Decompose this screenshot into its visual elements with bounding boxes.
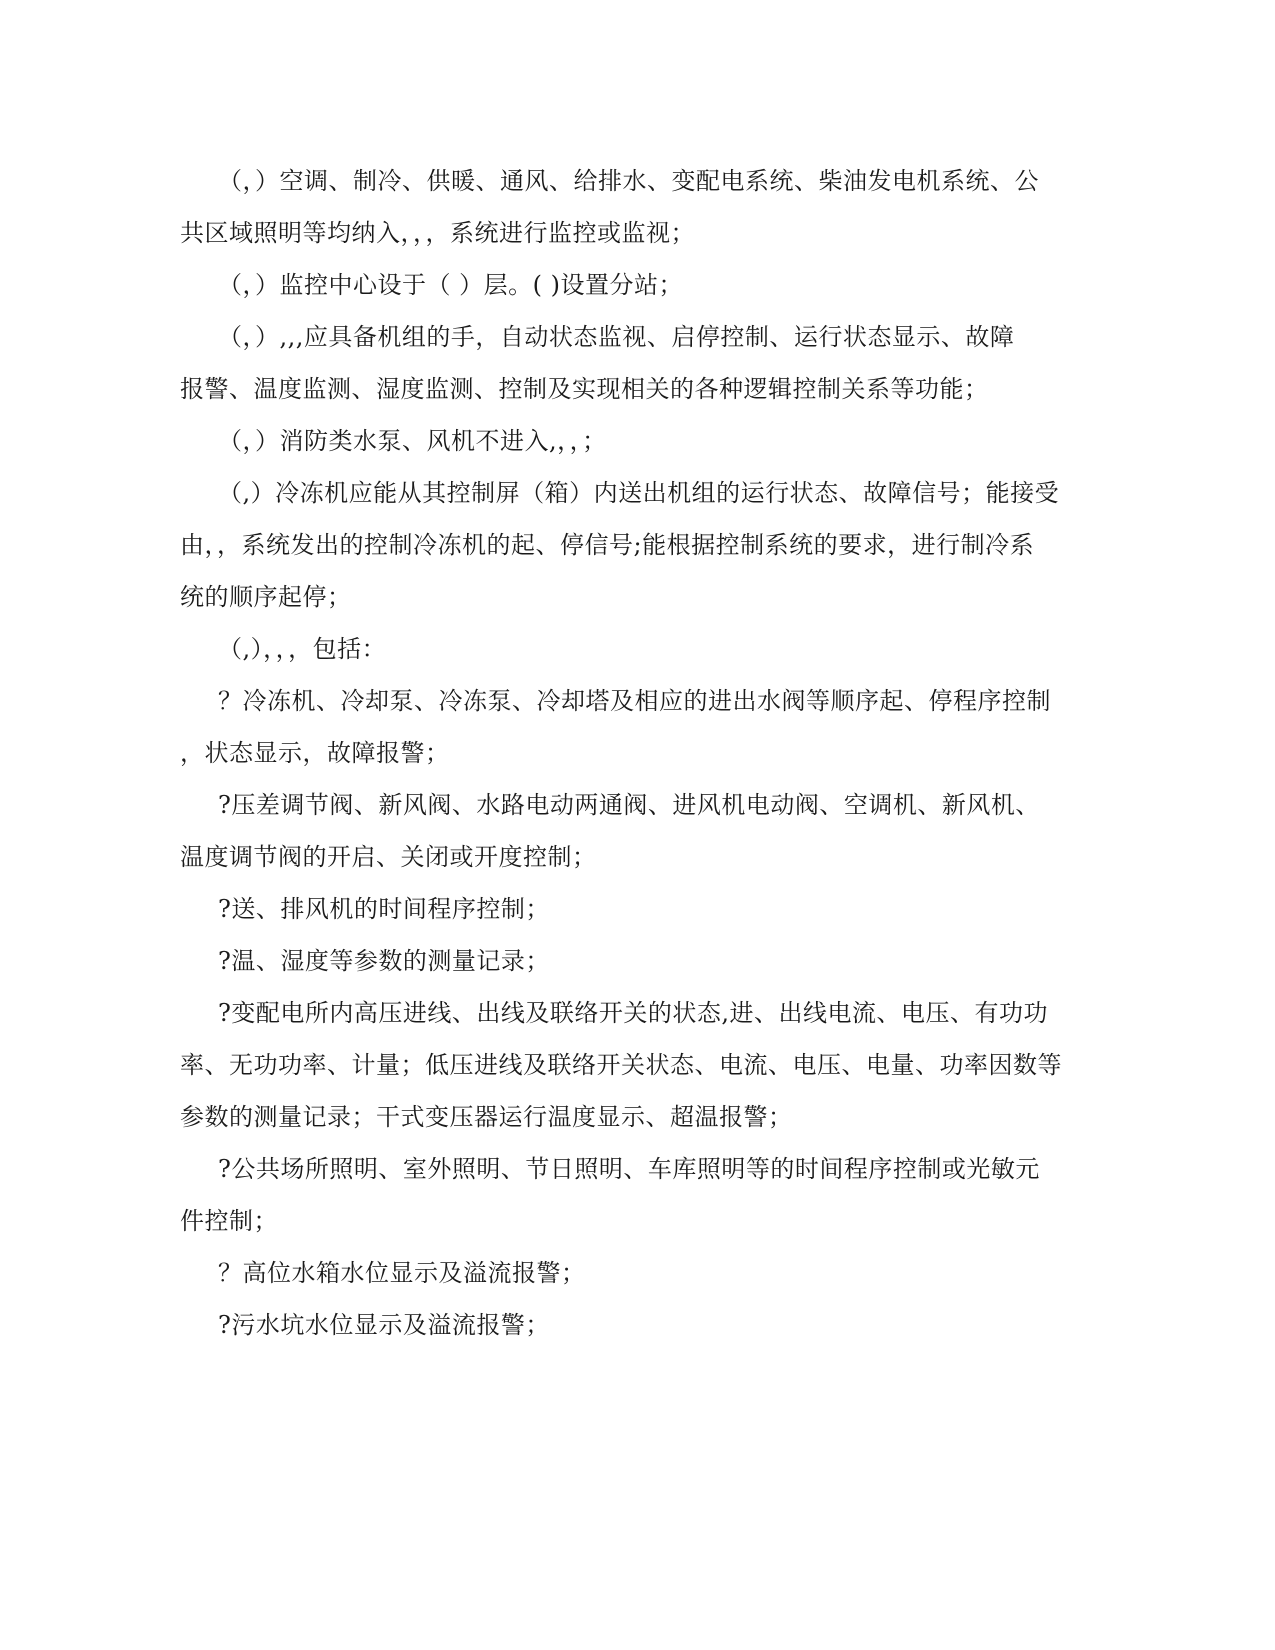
text-line-1: （，）空调、制冷、供暖、通风、给排水、变配电系统、柴油发电机系统、公: [218, 167, 1039, 195]
text-line-18: 率、无功功率、计量；低压进线及联络开关状态、电流、电压、电量、功率因数等: [180, 1051, 1062, 1079]
text-line-20: ?公共场所照明、室外照明、节日照明、车库照明等的时间程序控制或光敏元: [218, 1155, 1040, 1183]
text-line-12: ，状态显示，故障报警；: [180, 739, 450, 767]
text-line-3: （，）监控中心设于（ ）层。( )设置分站；: [218, 271, 683, 299]
text-line-8: 由，，系统发出的控制冷冻机的起、停信号;能根据控制系统的要求，进行制冷系: [180, 531, 1035, 559]
text-line-16: ?温、湿度等参数的测量记录；: [218, 947, 550, 975]
text-line-5: 报警、温度监测、湿度监测、控制及实现相关的各种逻辑控制关系等功能；: [180, 375, 989, 403]
text-line-14: 温度调节阀的开启、关闭或开度控制；: [180, 843, 597, 871]
text-line-6: （，）消防类水泵、风机不进入,，，；: [218, 427, 607, 455]
text-line-22: ？高位水箱水位显示及溢流报警；: [218, 1259, 586, 1287]
text-line-7: （,）冷冻机应能从其控制屏（箱）内送出机组的运行状态、故障信号；能接受: [218, 479, 1060, 507]
text-line-23: ?污水坑水位显示及溢流报警；: [218, 1311, 550, 1339]
text-line-15: ?送、排风机的时间程序控制；: [218, 895, 550, 923]
text-line-17: ?变配电所内高压进线、出线及联络开关的状态,进、出线电流、电压、有功功: [218, 999, 1048, 1027]
text-line-10: （,），，，包括：: [218, 635, 387, 663]
text-line-19: 参数的测量记录；干式变压器运行温度显示、超温报警；: [180, 1103, 793, 1131]
text-line-11: ？冷冻机、冷却泵、冷冻泵、冷却塔及相应的进出水阀等顺序起、停程序控制: [218, 687, 1051, 715]
text-line-2: 共区域照明等均纳入，，，系统进行监控或监视；: [180, 219, 695, 247]
text-line-13: ?压差调节阀、新风阀、水路电动两通阀、进风机电动阀、空调机、新风机、: [218, 791, 1040, 819]
text-line-4: （，）,,,应具备机组的手，自动状态监视、启停控制、运行状态显示、故障: [218, 323, 1015, 351]
text-line-21: 件控制；: [180, 1207, 278, 1235]
text-line-9: 统的顺序起停；: [180, 583, 352, 611]
